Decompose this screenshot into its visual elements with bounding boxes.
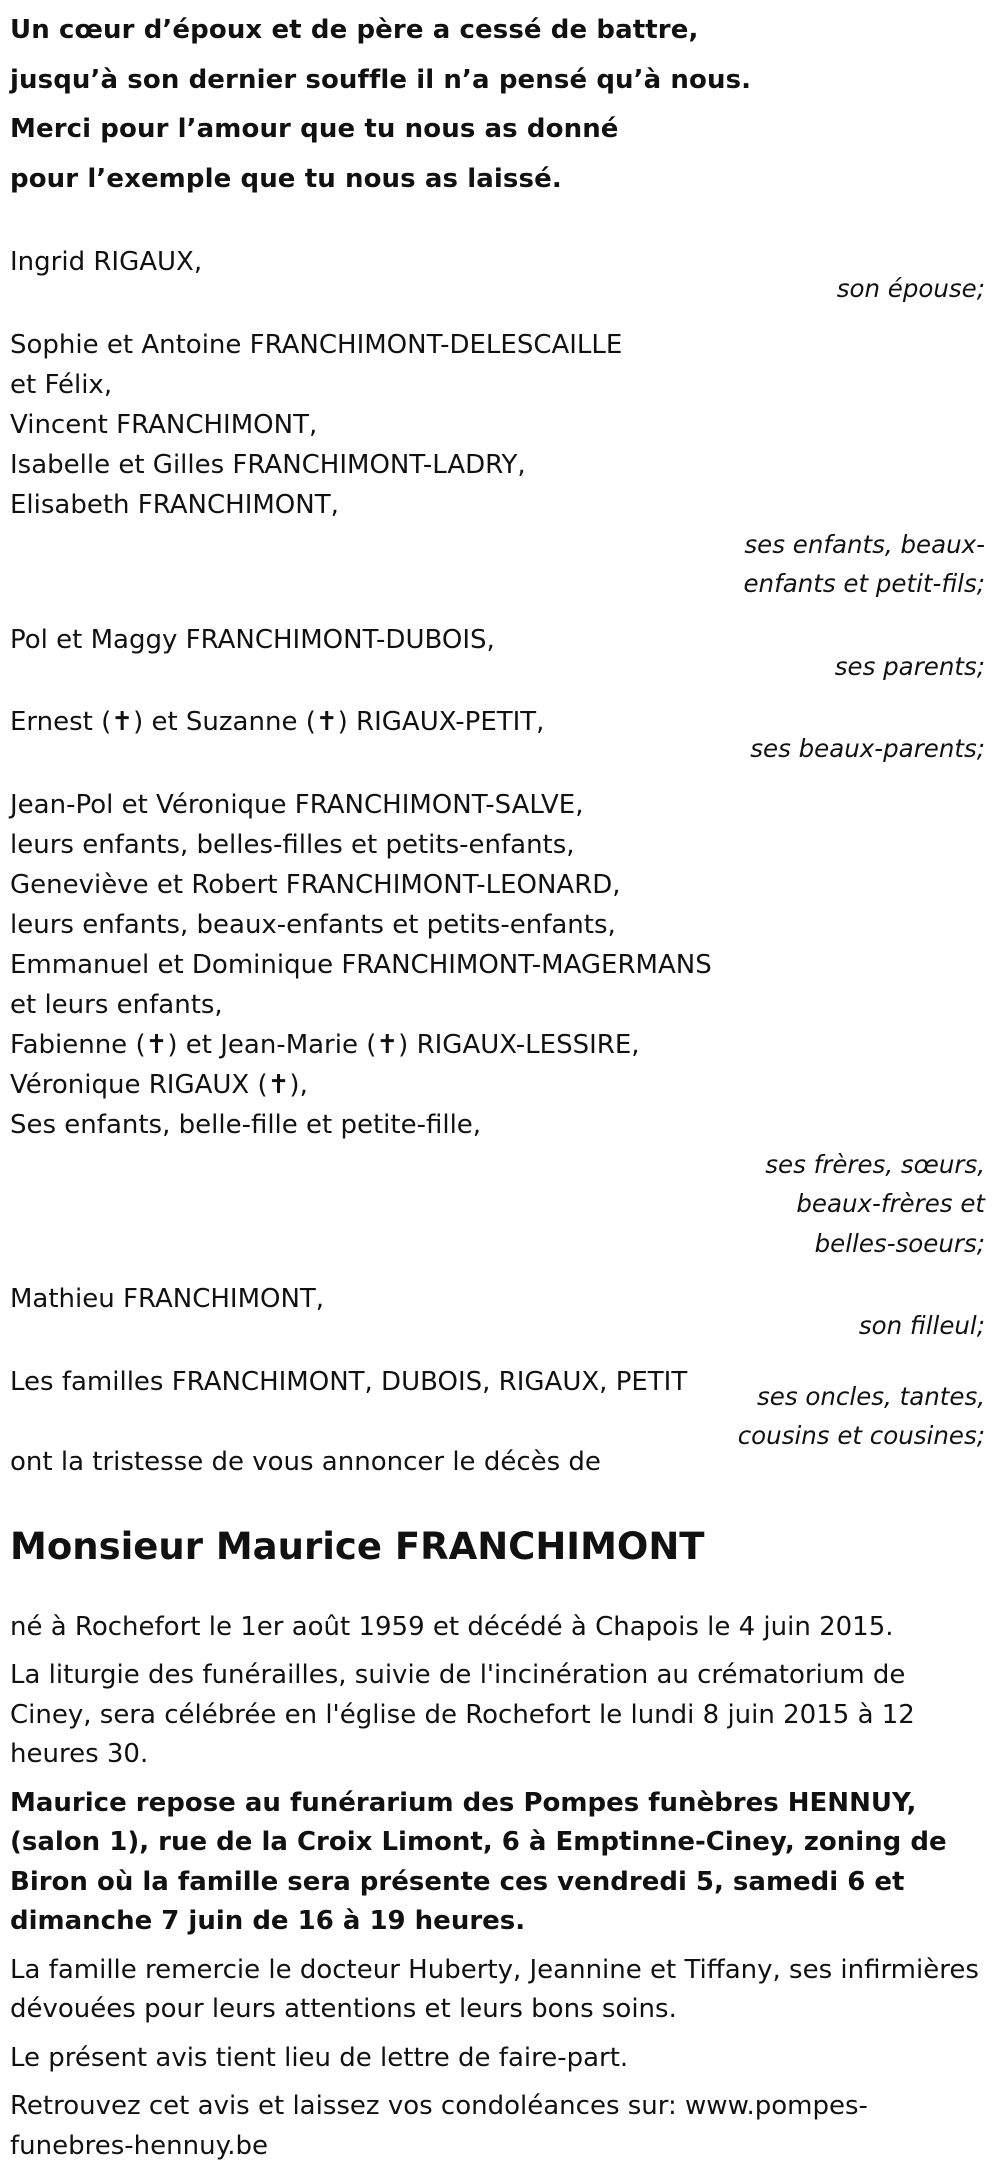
family-name: et leurs enfants, bbox=[10, 985, 990, 1025]
family-entry-parents-in-law bbox=[10, 702, 990, 769]
family-role: belles-soeurs; bbox=[10, 1224, 990, 1264]
family-name: Véronique RIGAUX (✝), bbox=[10, 1065, 990, 1105]
faire-part-paragraph: Le présent avis tient lieu de lettre de faire-part. bbox=[10, 2039, 985, 2079]
family-entry-children bbox=[10, 325, 990, 604]
poem-line: jusqu’à son dernier souffle il n’a pensé qu’à nous. bbox=[10, 56, 990, 106]
family-entry-godson bbox=[10, 1279, 990, 1346]
family-name: Vincent FRANCHIMONT, bbox=[10, 405, 990, 445]
poem-line: Merci pour l’amour que tu nous as donné bbox=[10, 105, 990, 155]
poem bbox=[10, 6, 990, 204]
family-name: Mathieu FRANCHIMONT, bbox=[10, 1279, 990, 1319]
family-role: son filleul; bbox=[10, 1306, 990, 1346]
family-name: Elisabeth FRANCHIMONT, bbox=[10, 485, 990, 525]
family-name: Les familles FRANCHIMONT, DUBOIS, RIGAUX, PETIT bbox=[10, 1362, 990, 1402]
family-role: ses parents; bbox=[10, 647, 990, 687]
thanks-paragraph: La famille remercie le docteur Huberty, Jeannine et Tiffany, ses infirmières dévouées pour leurs attentions et leurs bons soins. bbox=[10, 1951, 985, 2030]
family-name: et Félix, bbox=[10, 365, 990, 405]
family-role: ses enfants, beaux- bbox=[10, 525, 990, 565]
family-name: Emmanuel et Dominique FRANCHIMONT-MAGERMANS bbox=[10, 945, 990, 985]
family-entry-siblings bbox=[10, 785, 990, 1264]
family-name: Fabienne (✝) et Jean-Marie (✝) RIGAUX-LESSIRE, bbox=[10, 1025, 990, 1065]
family-name: Ses enfants, belle-fille et petite-fille, bbox=[10, 1105, 990, 1145]
family-entry-spouse bbox=[10, 242, 990, 309]
birth-death-paragraph: né à Rochefort le 1er août 1959 et décédé à Chapois le 4 juin 2015. bbox=[10, 1608, 985, 1648]
family-role-group bbox=[738, 1377, 985, 1456]
family-role: ses oncles, tantes, bbox=[738, 1377, 985, 1417]
funerarium-paragraph: Maurice repose au funérarium des Pompes funèbres HENNUY, (salon 1), rue de la Croix Limont, 6 à Emptinne-Ciney, zoning de Biron où la famille sera présente ces vendredi 5, samedi 6 et dimanche 7 juin de 16 à 19 heures. bbox=[10, 1784, 985, 1942]
poem-line: pour l’exemple que tu nous as laissé. bbox=[10, 155, 990, 205]
family-name: Isabelle et Gilles FRANCHIMONT-LADRY, bbox=[10, 445, 990, 485]
family-role: cousins et cousines; bbox=[738, 1416, 985, 1456]
family-role: beaux-frères et bbox=[10, 1184, 990, 1224]
family-role: ses beaux-parents; bbox=[10, 729, 990, 769]
poem-line: Un cœur d’époux et de père a cessé de battre, bbox=[10, 6, 990, 56]
announcement-text: ont la tristesse de vous annoncer le décès de bbox=[10, 1402, 990, 1482]
family-name: Geneviève et Robert FRANCHIMONT-LEONARD, bbox=[10, 865, 990, 905]
family-name: Pol et Maggy FRANCHIMONT-DUBOIS, bbox=[10, 620, 990, 660]
family-name: Sophie et Antoine FRANCHIMONT-DELESCAILLE bbox=[10, 325, 990, 365]
family-name: Ingrid RIGAUX, bbox=[10, 242, 990, 282]
family-list bbox=[10, 242, 990, 1482]
family-name: Jean-Pol et Véronique FRANCHIMONT-SALVE, bbox=[10, 785, 990, 825]
funeral-paragraph: La liturgie des funérailles, suivie de l'incinération au crématorium de Ciney, sera célébrée en l'église de Rochefort le lundi 8 juin 2015 à 12 heures 30. bbox=[10, 1656, 985, 1775]
condolences-paragraph: Retrouvez cet avis et laissez vos condoléances sur: www.pompes-funebres-hennuy.be bbox=[10, 2087, 985, 2166]
family-entry-relatives bbox=[10, 1362, 990, 1482]
family-entry-parents bbox=[10, 620, 990, 687]
family-role: ses frères, sœurs, bbox=[10, 1145, 990, 1185]
family-role: enfants et petit-fils; bbox=[10, 564, 990, 604]
family-name: leurs enfants, belles-filles et petits-enfants, bbox=[10, 825, 990, 865]
family-role: son épouse; bbox=[10, 269, 990, 309]
deceased-name: Monsieur Maurice FRANCHIMONT bbox=[10, 1524, 990, 1570]
family-name: Ernest (✝) et Suzanne (✝) RIGAUX-PETIT, bbox=[10, 702, 990, 742]
family-name: leurs enfants, beaux-enfants et petits-enfants, bbox=[10, 905, 990, 945]
notice-details bbox=[10, 1608, 990, 2166]
